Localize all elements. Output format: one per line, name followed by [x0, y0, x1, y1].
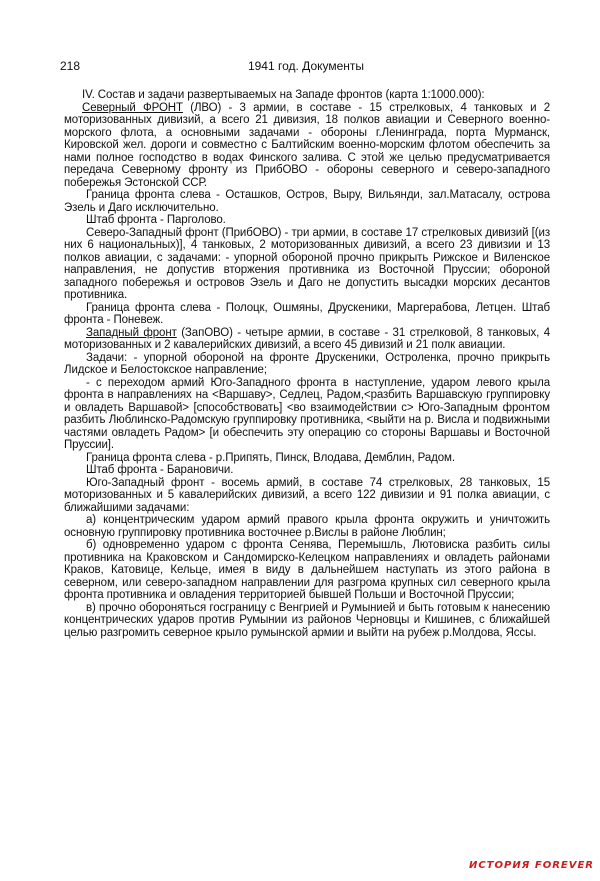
- western-tasks-2: - с переходом армий Юго-Западного фронта в наступление, ударом левого крыла фронта в направлениях на <Варшаву>, Седлец, Радом,<разбить Варшавскую группировку и овладеть Варшавой> [способствовать] <во взаимодействии с> Юго-Западным фронтом разбить Люблинско-Радомскую группировку противника, <выйти на р. Висла и подвижными частями овладеть Радом> [и обеспечить эту операцию со стороны Варшавы и Восточной Пруссии].: [64, 376, 550, 451]
- section-heading: IV. Состав и задачи развертываемых на Западе фронтов (карта 1:1000.000):: [82, 89, 485, 101]
- northern-boundary: Граница фронта слева - Осташков, Остров, Выру, Вильянди, зал.Матасалу, острова Эзель и Даго исключительно.: [64, 189, 550, 214]
- northern-hq: Штаб фронта - Парголово.: [86, 214, 226, 226]
- northwestern-boundary: Граница фронта слева - Полоцк, Ошмяны, Друскеники, Маргерабова, Летцен. Штаб фронта - Поневеж.: [64, 301, 550, 326]
- southwestern-front-paragraph: Юго-Западный фронт - восемь армий, в составе 74 стрелковых, 28 танковых, 15 моторизованных и 5 кавалерийских дивизий, а всего 122 дивизии и 91 полка авиации, с ближайшими задачами:: [64, 476, 550, 514]
- task-c: в) прочно обороняться госграницу с Венгрией и Румынией и быть готовым к нанесению концентрических ударов против Румынии из районов Черновцы и Кишинев, с ближайшей целью разгромить северное крыло румынской армии и выйти на рубеж р.Молдова, Яссы.: [64, 601, 550, 639]
- western-front-text: (ЗапОВО) - четыре армии, в составе - 31 стрелковой, 8 танковых, 4 моторизованных и 2 кавалерийских дивизий, а всего 45 дивизий и 21 полк авиации.: [64, 326, 550, 351]
- western-tasks-1: Задачи: - упорной обороной на фронте Друскеники, Остроленка, прочно прикрыть Лидское и Белостокское направление;: [64, 351, 550, 376]
- western-hq: Штаб фронта - Барановичи.: [86, 464, 234, 476]
- western-boundary: Граница фронта слева - р.Припять, Пинск, Влодава, Демблин, Радом.: [86, 451, 455, 464]
- page-header: [56, 58, 556, 74]
- watermark: ИСТОРИЯ FOREVER: [468, 860, 594, 871]
- northern-front-text: (ЛВО) - 3 армии, в составе - 15 стрелковых, 4 танковых и 2 моторизованных дивизий, а всего 21 дивизия, 18 полков авиации и Северного военно-морского флота, а основными задачами - обороны г.Ленинграда, порта Мурманск, Кировской жел. дороги и совместно с Балтийским военно-морским флотом обеспечить за нами полное господство в водах Финского залива. С этой же целью предусматривается передача Северному фронту из ПрибОВО - обороны северного и северо-западного побережья Эстонской ССР.: [64, 101, 550, 189]
- western-front-paragraph: [64, 327, 550, 352]
- northern-front-name: Северный ФРОНТ: [82, 101, 183, 114]
- running-title: 1941 год. Документы: [247, 59, 365, 73]
- task-a: а) концентрическим ударом армий правого крыла фронта окружить и уничтожить основную группировку противника восточнее р.Вислы в районе Люблин;: [64, 514, 550, 539]
- northwestern-front-paragraph: Северо-Западный фронт (ПрибОВО) - три армии, в составе 17 стрелковых дивизий [(из них 6 национальных)], 4 танковых, 2 моторизованных дивизий, а всего 23 дивизии и 13 полков авиации, с задачами: - упорной обороной прочно прикрыть Рижское и Виленское направления, не допустив вторжения противника из Восточной Пруссии; обороной западного побережья и островов Эзель и Даго не допустить высадки морских десантов противника.: [64, 226, 550, 301]
- page-number: 218: [60, 59, 81, 73]
- document-body: [64, 89, 550, 639]
- northern-front-paragraph: [64, 102, 550, 190]
- task-b: б) одновременно ударом с фронта Сенява, Перемышль, Лютовиска разбить силы противника на Краковском и Сандомирско-Келецком направлениях и овладеть районами Краков, Катовице, Кельце, имея в виду в дальнейшем наступать из этого района в северном, или северо-западном направлении для разгрома крупных сил северного крыла фронта противника и овладения территорией бывшей Польши и Восточной Пруссии;: [64, 539, 550, 601]
- western-front-name: Западный фронт: [86, 326, 177, 339]
